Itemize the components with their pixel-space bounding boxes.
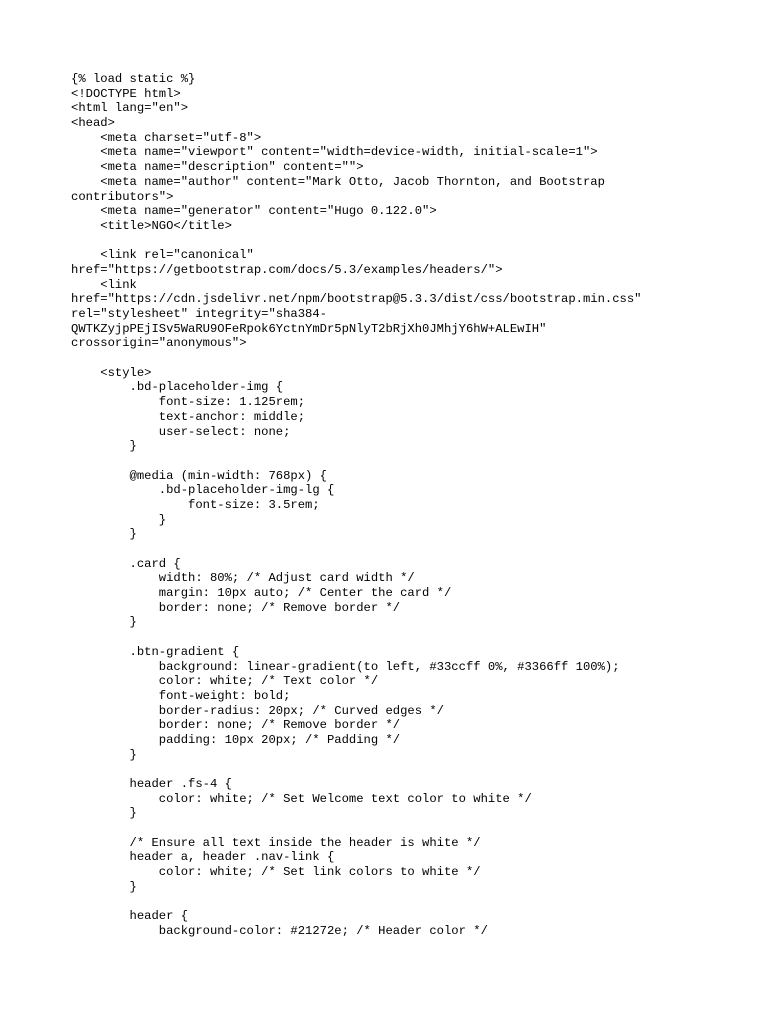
- code-line: user-select: none;: [71, 424, 291, 439]
- code-line: padding: 10px 20px; /* Padding */: [71, 732, 401, 747]
- code-line: color: white; /* Text color */: [71, 674, 379, 689]
- code-line: header {: [71, 909, 189, 924]
- code-line: }: [71, 747, 137, 762]
- code-line: <style>: [71, 365, 152, 380]
- code-line: font-size: 3.5rem;: [71, 497, 320, 512]
- code-line: @media (min-width: 768px) {: [71, 468, 327, 483]
- code-line: color: white; /* Set link colors to white */: [71, 865, 481, 880]
- code-line: <meta name="viewport" content="width=device-width, initial-scale=1">: [71, 145, 598, 160]
- code-line: contributors">: [71, 189, 174, 204]
- code-line: width: 80%; /* Adjust card width */: [71, 571, 415, 586]
- code-line: .bd-placeholder-img-lg {: [71, 483, 335, 498]
- code-line: [71, 762, 641, 777]
- code-line: href="https://getbootstrap.com/docs/5.3/examples/headers/">: [71, 262, 503, 277]
- code-line: }: [71, 512, 167, 527]
- code-line: {% load static %}: [71, 72, 196, 86]
- code-line: border: none; /* Remove border */: [71, 600, 401, 615]
- code-line: .bd-placeholder-img {: [71, 380, 284, 395]
- code-listing: [71, 72, 641, 939]
- code-line: header a, header .nav-link {: [71, 850, 335, 865]
- code-line: font-weight: bold;: [71, 688, 291, 703]
- code-line: header .fs-4 {: [71, 777, 232, 791]
- code-line: .card {: [71, 556, 181, 571]
- code-line: text-anchor: middle;: [71, 409, 306, 424]
- code-line: <meta name="generator" content="Hugo 0.122.0">: [71, 204, 437, 219]
- code-line: border: none; /* Remove border */: [71, 718, 401, 733]
- code-line: [71, 351, 641, 366]
- code-line: <link: [71, 277, 137, 292]
- code-line: QWTKZyjpPEjISv5WaRU9OFeRpok6YctnYmDr5pNlyT2bRjXh0JMhjY6hW+ALEwIH": [71, 321, 547, 336]
- code-line: rel="stylesheet" integrity="sha384-: [71, 307, 327, 321]
- code-line: crossorigin="anonymous">: [71, 336, 247, 351]
- code-line: }: [71, 615, 137, 630]
- code-line: }: [71, 439, 137, 454]
- code-line: border-radius: 20px; /* Curved edges */: [71, 703, 444, 718]
- code-line: [71, 821, 641, 836]
- code-line: .btn-gradient {: [71, 644, 240, 659]
- code-line: [71, 895, 641, 910]
- code-line: /* Ensure all text inside the header is white */: [71, 835, 481, 850]
- code-line: <meta name="description" content="">: [71, 160, 364, 175]
- code-line: }: [71, 806, 137, 821]
- code-line: <html lang="en">: [71, 101, 189, 116]
- code-line: }: [71, 879, 137, 894]
- code-line: }: [71, 527, 137, 542]
- code-line: <link rel="canonical": [71, 248, 254, 263]
- code-line: <meta name="author" content="Mark Otto, Jacob Thornton, and Bootstrap: [71, 174, 605, 189]
- code-line: margin: 10px auto; /* Center the card */: [71, 586, 452, 601]
- code-line: font-size: 1.125rem;: [71, 395, 306, 410]
- code-line: href="https://cdn.jsdelivr.net/npm/bootstrap@5.3.3/dist/css/bootstrap.min.css": [71, 292, 642, 307]
- code-line: [71, 630, 641, 645]
- code-line: [71, 454, 641, 469]
- code-line: <!DOCTYPE html>: [71, 86, 181, 101]
- code-line: background-color: #21272e; /* Header color */: [71, 923, 488, 938]
- code-line: background: linear-gradient(to left, #33ccff 0%, #3366ff 100%);: [71, 659, 620, 674]
- code-line: [71, 234, 641, 249]
- code-line: <head>: [71, 116, 115, 131]
- code-line: <meta charset="utf-8">: [71, 130, 262, 145]
- code-line: <title>NGO</title>: [71, 218, 232, 233]
- code-line: [71, 542, 641, 557]
- code-line: color: white; /* Set Welcome text color to white */: [71, 791, 532, 806]
